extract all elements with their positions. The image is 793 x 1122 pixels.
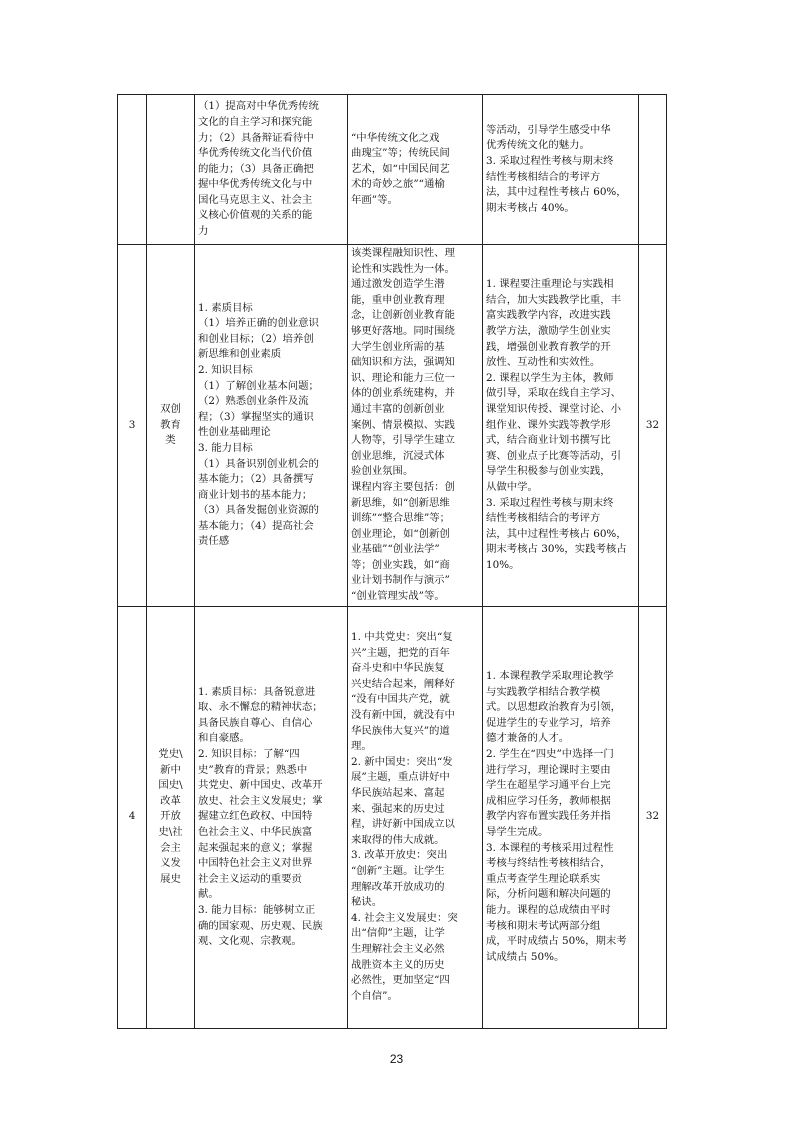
- cell-text-line: 验创业氛围。: [351, 465, 414, 478]
- cell-text-line: 促进学生的专业学习，培养: [486, 716, 611, 729]
- cell-text-line: 做引导，采取在线自主学习、: [486, 387, 622, 400]
- cell-text-line: 力；（2）具备辩证看待中: [198, 131, 314, 144]
- cell-text-line: 从做中学。: [486, 480, 538, 493]
- cell-text-line: 期末考核占 40%。: [486, 201, 575, 214]
- cell-text-line: 3. 采取过程性考核与期末终: [486, 154, 614, 167]
- cell-text-line: 等活动，引导学生感受中华: [486, 123, 611, 136]
- cell-text-line: 该类课程融知识性、理: [351, 247, 455, 259]
- cell-text-line: 战胜资本主义的历史: [351, 958, 445, 971]
- cell-text-line: “创业管理实战”等。: [351, 590, 445, 603]
- cell-text-line: 式，结合商业计划书撰写比: [486, 434, 611, 447]
- cell-text-line: 导学生完成。: [486, 825, 549, 838]
- row-number-cell: 3: [118, 245, 147, 607]
- cell-text-line: “中华传统文化之戏: [351, 131, 440, 144]
- cell-text-line: 双创: [160, 402, 181, 415]
- cell-text-line: 案例、情景模拟、实践: [351, 418, 455, 431]
- cell-text-line: 奋斗史和中华民族复: [351, 662, 445, 675]
- cell-text-line: 际，分析问题和解决问题的: [486, 888, 611, 901]
- table-row: [118, 606, 667, 1028]
- cell-text-line: 史\社: [158, 825, 183, 838]
- cell-text-line: 放史、社会主义发展史；掌: [198, 794, 323, 807]
- cell-text-line: 理。: [351, 740, 372, 753]
- cell-text-line: 2. 新中国史：突出“发: [351, 755, 453, 768]
- cell-text-line: 业基础”“创业法学”: [351, 543, 440, 556]
- cell-text-line: 没有新中国，就没有中: [351, 709, 455, 721]
- cell-text-line: 2. 知识目标：了解“四: [198, 747, 300, 760]
- cell-text-line: 导学生积极参与创业实践，: [486, 465, 611, 478]
- cell-text-line: 重点考查学生理论联系实: [486, 872, 601, 885]
- cell-text-line: 责任感: [198, 535, 230, 548]
- cell-text-line: 理解改革开放成功的: [351, 880, 445, 893]
- cell-text-line: 结合，加大实践教学比重，丰: [486, 293, 622, 306]
- cell-text-line: 党史\: [158, 747, 183, 760]
- cell-text-line: 1. 中共党史：突出“复: [351, 631, 453, 644]
- cell-text-line: 教学方法，激励学生创业实: [486, 324, 611, 337]
- cell-text-line: 和创业目标；（2）培养创: [198, 332, 314, 345]
- cell-text-line: 3. 能力目标: [198, 441, 253, 454]
- cell-text-line: 社会主义运动的重要贡: [198, 872, 302, 885]
- objectives-cell: [195, 606, 348, 1028]
- cell-text-line: 2. 知识目标: [198, 363, 253, 376]
- cell-text-line: （1）培养正确的创业意识: [198, 317, 319, 330]
- cell-text-line: 结性考核相结合的考评方: [486, 170, 601, 183]
- cell-text-line: 创业理论，如“创新创: [351, 527, 450, 540]
- cell-text-line: 2. 课程以学生为主体，教师: [486, 371, 614, 384]
- cell-text-line: 个自信”。: [351, 989, 398, 1002]
- requirements-cell: [483, 606, 639, 1028]
- hours-cell: [639, 95, 667, 245]
- cell-text-line: 史”教育的背景；熟悉中: [198, 763, 308, 776]
- cell-text-line: 义核心价值观的关系的能: [198, 209, 313, 222]
- cell-text-line: 确的国家观、历史观、民族: [198, 919, 323, 932]
- cell-text-line: 握中华优秀传统文化与中: [198, 178, 313, 191]
- cell-text-line: 通过丰富的创新创业: [351, 402, 445, 415]
- cell-text-line: 出“信仰”主题，让学: [351, 927, 445, 940]
- cell-text-line: 新思维，如“创新思维: [351, 496, 450, 509]
- cell-text-line: 1. 素质目标: [198, 301, 253, 314]
- cell-text-line: 华优秀传统文化当代价值: [198, 147, 313, 160]
- cell-text-line: 性创业基础理论: [198, 426, 271, 439]
- cell-text-line: 进行学习，理论课时主要由: [486, 763, 611, 776]
- cell-text-line: 必然性，更加坚定“四: [351, 974, 450, 987]
- content-cell: [348, 245, 483, 607]
- cell-text-line: 秘诀。: [351, 896, 383, 909]
- course-table-body: [118, 95, 667, 1029]
- cell-text-line: 考核和期末考试两部分组: [486, 919, 601, 932]
- cell-text-line: 商业计划书的基本能力；: [198, 488, 313, 501]
- cell-text-line: 华民族伟大复兴”的道: [351, 724, 450, 737]
- cell-text-line: “创新”主题。让学生: [351, 864, 445, 877]
- cell-text-line: 够更好落地。同时围绕: [351, 324, 455, 337]
- cell-text-line: 期末考核占 30%，实践考核占: [486, 543, 627, 556]
- cell-text-line: 10%。: [486, 558, 520, 571]
- course-table: [117, 94, 667, 1029]
- cell-text-line: 识、理论和能力三位一: [351, 371, 455, 384]
- cell-text-line: 念，让创新创业教育能: [351, 309, 455, 322]
- cell-text-line: 1. 课程要注重理论与实践相: [486, 278, 614, 291]
- cell-text-line: 法，其中过程性考核占 60%，: [486, 527, 627, 540]
- cell-text-line: 赛、创业点子比赛等活动，引: [486, 449, 622, 462]
- cell-text-line: 成相应学习任务，教师根据: [486, 794, 611, 807]
- cell-text-line: 观、文化观、宗教观。: [198, 935, 302, 948]
- cell-text-line: 大学生创业所需的基: [351, 340, 445, 353]
- cell-text-line: 具备民族自尊心、自信心: [198, 716, 313, 729]
- objectives-cell: [195, 95, 348, 245]
- page-number: 23: [389, 1052, 404, 1066]
- cell-text-line: 文化的自主学习和探究能: [198, 115, 313, 128]
- objectives-cell: [195, 245, 348, 607]
- cell-text-line: 和自豪感。: [198, 732, 250, 745]
- hours-cell: 32: [639, 606, 667, 1028]
- cell-text-line: 4. 社会主义发展史：突: [351, 911, 458, 924]
- cell-text-line: 教学内容布置实践任务并指: [486, 810, 611, 823]
- cell-text-line: 业计划书制作与演示”: [351, 574, 450, 587]
- cell-text-line: 展史: [160, 872, 181, 885]
- cell-text-line: 础知识和方法，强调知: [351, 356, 455, 369]
- cell-text-line: 能力。课程的总成绩由平时: [486, 903, 611, 916]
- requirements-cell: [483, 95, 639, 245]
- cell-text-line: 基本能力；（4）提高社会: [198, 519, 314, 532]
- cell-text-line: 献。: [198, 888, 219, 901]
- cell-text-line: 教育: [160, 418, 181, 431]
- cell-text-line: 3. 本课程的考核采用过程性: [486, 841, 614, 854]
- cell-text-line: （3）具备发掘创业资源的: [198, 504, 319, 517]
- cell-text-line: 创业思维，沉浸式体: [351, 449, 445, 462]
- cell-text-line: “没有中国共产党，就: [351, 693, 450, 706]
- cell-text-line: 1. 本课程教学采取理论教学: [486, 670, 614, 683]
- cell-text-line: 展”主题，重点讲好中: [351, 771, 450, 784]
- cell-text-line: （1）提高对中华优秀传统: [198, 100, 319, 113]
- cell-text-line: 课堂知识传授、课堂讨论、小: [486, 402, 622, 415]
- cell-text-line: 术的奇妙之旅”“通榆: [351, 178, 445, 191]
- cell-text-line: 色社会主义、中华民族富: [198, 825, 313, 838]
- cell-text-line: 起来强起来的意义；掌握: [198, 841, 313, 854]
- cell-text-line: 类: [165, 434, 176, 447]
- cell-text-line: 德才兼备的人才。: [486, 732, 570, 745]
- cell-text-line: 3. 能力目标：能够树立正: [198, 903, 316, 916]
- cell-text-line: 结性考核相结合的考评方: [486, 512, 601, 525]
- cell-text-line: 能，重申创业教育理: [351, 293, 445, 306]
- hours-cell: 32: [639, 245, 667, 607]
- cell-text-line: 国化马克思主义、社会主: [198, 193, 313, 206]
- cell-text-line: 成，平时成绩占 50%，期末考: [486, 935, 627, 948]
- cell-text-line: 开放: [160, 810, 181, 823]
- cell-text-line: 式。以思想政治教育为引领，: [486, 701, 622, 714]
- cell-text-line: 优秀传统文化的魅力。: [486, 139, 590, 152]
- course-name-cell: [147, 245, 195, 607]
- content-cell: [348, 95, 483, 245]
- cell-text-line: （1）具备识别创业机会的: [198, 457, 319, 470]
- cell-text-line: 艺术，如“中国民间艺: [351, 162, 450, 175]
- cell-text-line: 学生在超星学习通平台上完: [486, 779, 611, 792]
- cell-text-line: 兴”主题，把党的百年: [351, 646, 450, 659]
- cell-text-line: 2. 学生在“四史”中选择一门: [486, 747, 614, 760]
- cell-text-line: 践，增强创业教育教学的开: [486, 340, 611, 353]
- cell-text-line: （1）了解创业基本问题；: [198, 379, 319, 392]
- table-row: [118, 95, 667, 245]
- course-name-cell: [147, 606, 195, 1028]
- cell-text-line: 1. 素质目标：具备锐意进: [198, 685, 316, 698]
- cell-text-line: 新思维和创业素质: [198, 348, 282, 361]
- cell-text-line: 法，其中过程性考核占 60%，: [486, 186, 627, 199]
- cell-text-line: 通过激发创造学生潜: [351, 278, 445, 291]
- cell-text-line: 共党史、新中国史、改革开: [198, 779, 323, 792]
- course-name-cell: [147, 95, 195, 245]
- cell-text-line: 会主: [160, 841, 181, 854]
- cell-text-line: 曲瑰宝”等；传统民间: [351, 147, 450, 160]
- cell-text-line: 课程内容主要包括：创: [351, 480, 455, 493]
- cell-text-line: 来取得的伟大成就。: [351, 833, 445, 846]
- cell-text-line: 体的创业系统建构，并: [351, 387, 455, 400]
- cell-text-line: 人物等，引导学生建立: [351, 434, 455, 447]
- cell-text-line: 来、强起来的历史过: [351, 802, 445, 815]
- cell-text-line: 3. 改革开放史：突出: [351, 849, 448, 862]
- row-number-cell: [118, 95, 147, 245]
- cell-text-line: 握建立红色政权、中国特: [198, 810, 313, 823]
- cell-text-line: 富实践教学内容，改进实践: [486, 309, 611, 322]
- cell-text-line: 中国特色社会主义对世界: [198, 857, 313, 870]
- row-number-cell: 4: [118, 606, 147, 1028]
- cell-text-line: 训练”“整合思维”等；: [351, 512, 451, 525]
- cell-text-line: 取、永不懈怠的精神状态；: [198, 701, 323, 714]
- cell-text-line: 生理解社会主义必然: [351, 942, 445, 955]
- cell-text-line: 放性、互动性和实效性。: [486, 356, 601, 369]
- content-cell: [348, 606, 483, 1028]
- cell-text-line: 考核与终结性考核相结合，: [486, 857, 611, 870]
- cell-text-line: 年画”等。: [351, 193, 398, 206]
- cell-text-line: 新中: [160, 763, 181, 776]
- cell-text-line: 改革: [160, 794, 181, 807]
- cell-text-line: 组作业、课外实践等教学形: [486, 418, 611, 431]
- cell-text-line: 的能力；（3）具备正确把: [198, 162, 314, 175]
- cell-text-line: 论性和实践性为一体。: [351, 262, 455, 275]
- cell-text-line: 程，讲好新中国成立以: [351, 818, 455, 831]
- cell-text-line: 义发: [160, 857, 181, 870]
- cell-text-line: 等；创业实践，如“商: [351, 558, 450, 571]
- cell-text-line: 国史\: [158, 779, 183, 792]
- requirements-cell: [483, 245, 639, 607]
- cell-text-line: 基本能力；（2）具备撰写: [198, 473, 314, 486]
- cell-text-line: 华民族站起来、富起: [351, 786, 445, 799]
- cell-text-line: 程；（3）掌握坚实的通识: [198, 410, 314, 423]
- cell-text-line: 与实践教学相结合教学模: [486, 685, 601, 698]
- cell-text-line: 3. 采取过程性考核与期末终: [486, 496, 614, 509]
- cell-text-line: 试成绩占 50%。: [486, 950, 565, 963]
- table-row: [118, 245, 667, 607]
- cell-text-line: （2）熟悉创业条件及流: [198, 395, 309, 408]
- cell-text-line: 兴史结合起来，阐释好: [351, 677, 455, 690]
- cell-text-line: 力: [198, 225, 209, 238]
